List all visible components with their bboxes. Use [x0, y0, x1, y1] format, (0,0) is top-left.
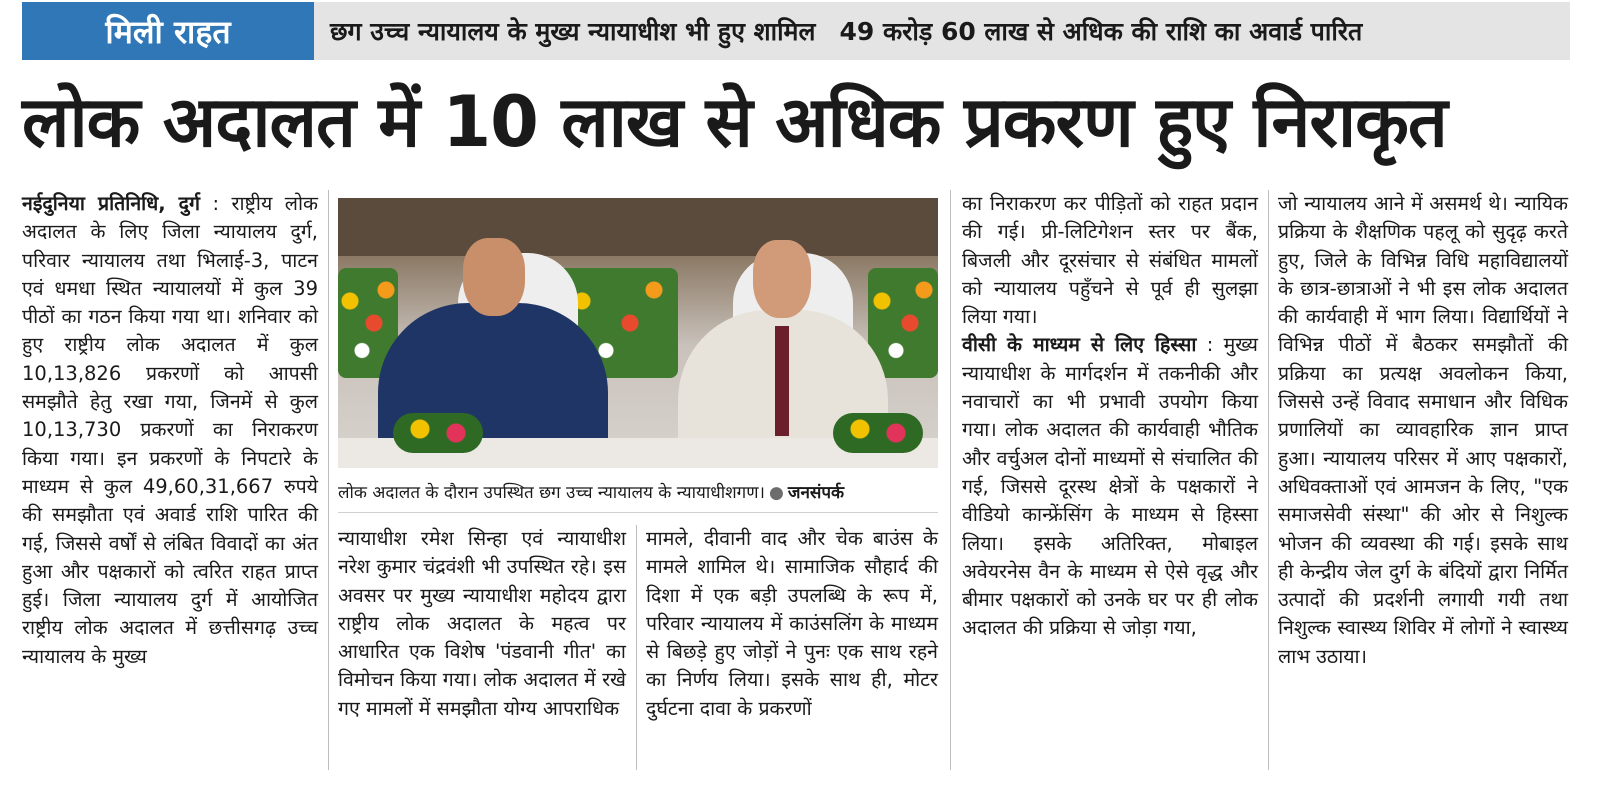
photo-tie — [775, 326, 789, 436]
article-photo — [338, 198, 938, 468]
column-1-text: : राष्ट्रीय लोक अदालत के लिए जिला न्यायालय दुर्ग, परिवार न्यायालय तथा भिलाई-3, पाटन एवं धमधा स्थित न्यायालयों में कुल 39 पीठों का गठन किया गया था। शनिवार को हुए राष्ट्रीय लोक अदालत में कुल 10,13,826 प्रकरणों को आपसी समझौते हेतु रखा गया, जिनमें से कुल 10,13,730 प्रकरणों का निराकरण किया गया। इन प्रकरणों के निपटारे के माध्यम से कुल 49,60,31,667 रुपये की समझौता एवं अवार्ड राशि पारित की गई, जिससे वर्षों से लंबित विवादों का अंत हुआ और पक्षकारों को त्वरित राहत प्राप्त हुई। जिला न्यायालय दुर्ग में आयोजित राष्ट्रीय लोक अदालत में छत्तीसगढ़ उच्च न्यायालय के मुख्य — [22, 192, 318, 668]
subheading: वीसी के माध्यम से लिए हिस्सा — [962, 333, 1197, 357]
column-4-text-2: : मुख्य न्यायाधीश के मार्गदर्शन में तकनीकी और नवाचारों का भी प्रभावी उपयोग किया गया। लोक अदालत की कार्यवाही भौतिक और वर्चुअल दोनों माध्यमों से संचालित की गई, जिससे दूरस्थ क्षेत्रों के पक्षकारों ने वीडियो कान्फ्रेंसिंग के माध्यम से हिस्सा लिया। इसके अतिरिक्त, मोबाइल अवेयरनेस वैन के माध्यम से ऐसे वृद्ध और बीमार पक्षकारों को उनके घर पर ही लोक अदालत की प्रक्रिया से जोड़ा गया, — [962, 333, 1258, 640]
column-rule — [1268, 190, 1269, 770]
article-column-1 — [22, 190, 318, 671]
column-5-text: जो न्यायालय आने में असमर्थ थे। न्यायिक प्रक्रिया के शैक्षणिक पहलू को सुदृढ़ करते हुए, जिले के विभिन्न विधि महाविद्यालयों के छात्र-छात्राओं ने भी इस लोक अदालत की कार्यवाही में भाग लिया। विद्यार्थियों ने विभिन्न पीठों में बैठकर समझौतों की प्रक्रिया का प्रत्यक्ष अवलोकन किया, जिससे उन्हें विवाद समाधान और विधिक प्रणालियों का व्यावहारिक ज्ञान प्राप्त हुआ। न्यायालय परिसर में आए पक्षकारों, अधिवक्ताओं एवं आमजन के लिए, "एक समाजसेवी संस्था" की ओर से निशुल्क भोजन की व्यवस्था की गई। इसके साथ ही केन्द्रीय जेल दुर्ग के बंदियों द्वारा निर्मित उत्पादों की प्रदर्शनी लगायी गयी तथा निशुल्क स्वास्थ्य शिविर में लोगों ने स्वास्थ्य लाभ उठाया। — [1278, 192, 1568, 668]
photo-judge-right-head — [753, 240, 811, 318]
column-4-text: का निराकरण कर पीड़ितों को राहत प्रदान की गई। प्री-लिटिगेशन स्तर पर बैंक, बिजली और दूरसंचार से संबंधित मामलों को न्यायालय पहुँचने से पूर्व ही सुलझा लिया गया। — [962, 192, 1258, 329]
headline: लोक अदालत में 10 लाख से अधिक प्रकरण हुए निराकृत — [22, 81, 1447, 163]
photo-credit: जनसंपर्क — [787, 483, 845, 503]
column-rule — [950, 190, 951, 770]
photo-caption-text: लोक अदालत के दौरान उपस्थित छग उच्च न्यायालय के न्यायाधीशगण। — [338, 483, 765, 503]
kicker-text-2: 49 करोड़ 60 लाख से अधिक की राशि का अवार्ड पारित — [839, 17, 1363, 46]
photo-bouquet — [393, 413, 483, 453]
column-rule — [328, 190, 329, 770]
column-rule — [636, 525, 637, 770]
bullet-icon: ● — [769, 483, 784, 503]
kicker-label: मिली राहत — [22, 2, 314, 60]
article-column-4 — [962, 190, 1258, 643]
photo-backdrop-banner — [338, 198, 938, 256]
article-column-5 — [1278, 190, 1568, 671]
article-column-3 — [646, 525, 938, 723]
caption-rule — [338, 512, 938, 513]
column-3-text: मामले, दीवानी वाद और चेक बाउंस के मामले शामिल थे। सामाजिक सौहार्द की दिशा में एक बड़ी उपलब्धि के रूप में, परिवार न्यायालय में काउंसलिंग के माध्यम से बिछड़े हुए जोड़ों ने पुनः एक साथ रहने का निर्णय लिया। इसके साथ ही, मोटर दुर्घटना दावा के प्रकरणों — [646, 527, 938, 720]
kicker-text-1: छग उच्च न्यायालय के मुख्य न्यायाधीश भी हुए शामिल — [330, 17, 816, 46]
photo-caption — [338, 480, 938, 506]
byline: नईदुनिया प्रतिनिधि, दुर्ग — [22, 192, 201, 215]
kicker-text — [330, 2, 1362, 60]
article-column-2 — [338, 525, 626, 723]
photo-bouquet — [833, 413, 923, 453]
column-2-text: न्यायाधीश रमेश सिन्हा एवं न्यायाधीश नरेश कुमार चंद्रवंशी भी उपस्थित रहे। इस अवसर पर मुख्य न्यायाधीश महोदय द्वारा राष्ट्रीय लोक अदालत के महत्व पर आधारित एक विशेष 'पंडवानी गीत' का विमोचन किया गया। लोक अदालत में रखे गए मामलों में समझौता योग्य आपराधिक — [338, 527, 626, 720]
photo-judge-left-head — [463, 238, 525, 316]
